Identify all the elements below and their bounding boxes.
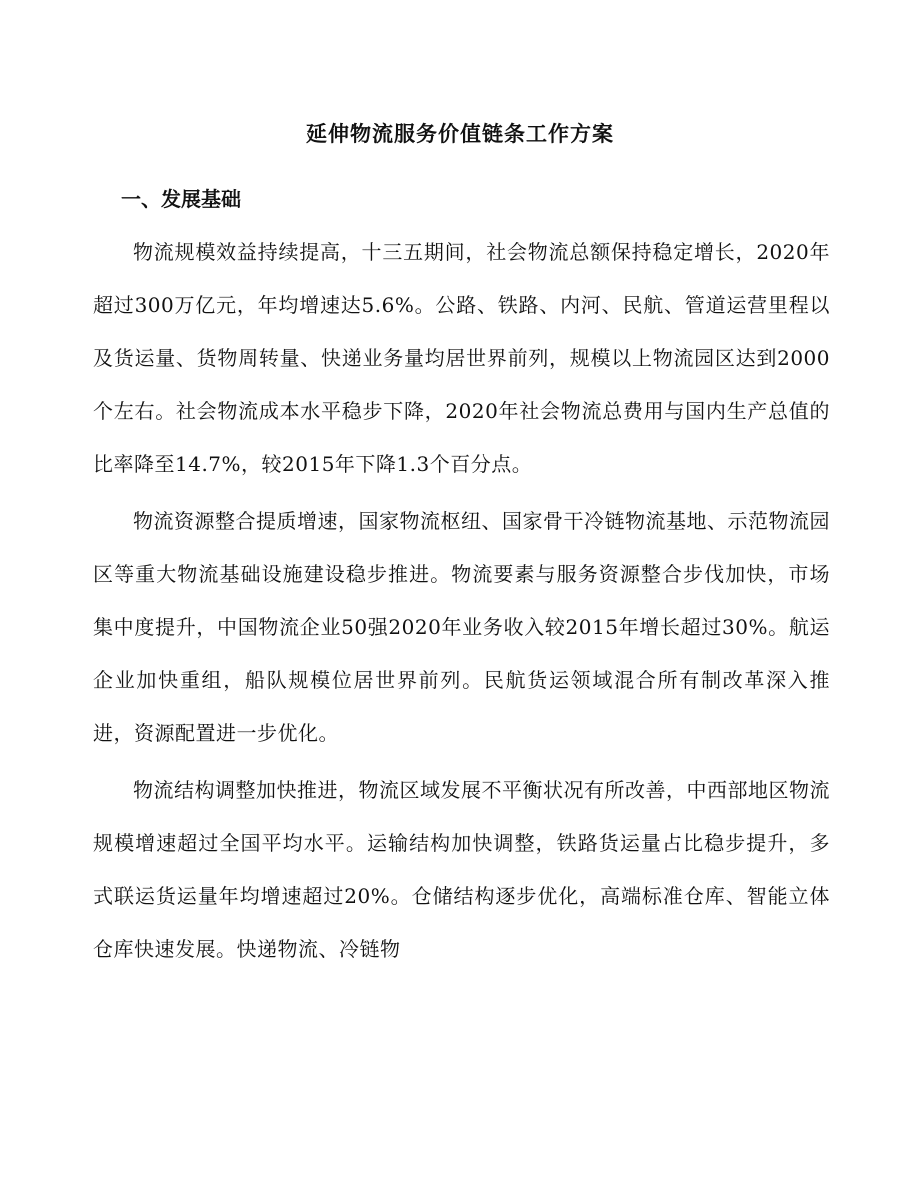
paragraph: 物流规模效益持续提高，十三五期间，社会物流总额保持稳定增长，2020年超过300万亿元，年均增速达5.6%。公路、铁路、内河、民航、管道运营里程以及货运量、货物周转量、快递业务量均居世界前列，规模以上物流园区达到2000个左右。社会物流成本水平稳步下降，2020年社会物流总费用与国内生产总值的比率降至14.7%，较2015年下降1.3个百分点。 bbox=[93, 240, 830, 476]
paragraph: 物流结构调整加快推进，物流区域发展不平衡状况有所改善，中西部地区物流规模增速超过全国平均水平。运输结构加快调整，铁路货运量占比稳步提升，多式联运货运量年均增速超过20%。仓储结构逐步优化，高端标准仓库、智能立体仓库快速发展。快递物流、冷链物 bbox=[93, 778, 830, 961]
document-body bbox=[93, 226, 830, 980]
paragraph: 物流资源整合提质增速，国家物流枢纽、国家骨干冷链物流基地、示范物流园区等重大物流基础设施建设稳步推进。物流要素与服务资源整合步伐加快，市场集中度提升，中国物流企业50强2020年业务收入较2015年增长超过30%。航运企业加快重组，船队规模位居世界前列。民航货运领域混合所有制改革深入推进，资源配置进一步优化。 bbox=[93, 509, 830, 745]
document-title: 延伸物流服务价值链条工作方案 bbox=[306, 122, 614, 146]
section-heading: 一、发展基础 bbox=[121, 187, 241, 211]
